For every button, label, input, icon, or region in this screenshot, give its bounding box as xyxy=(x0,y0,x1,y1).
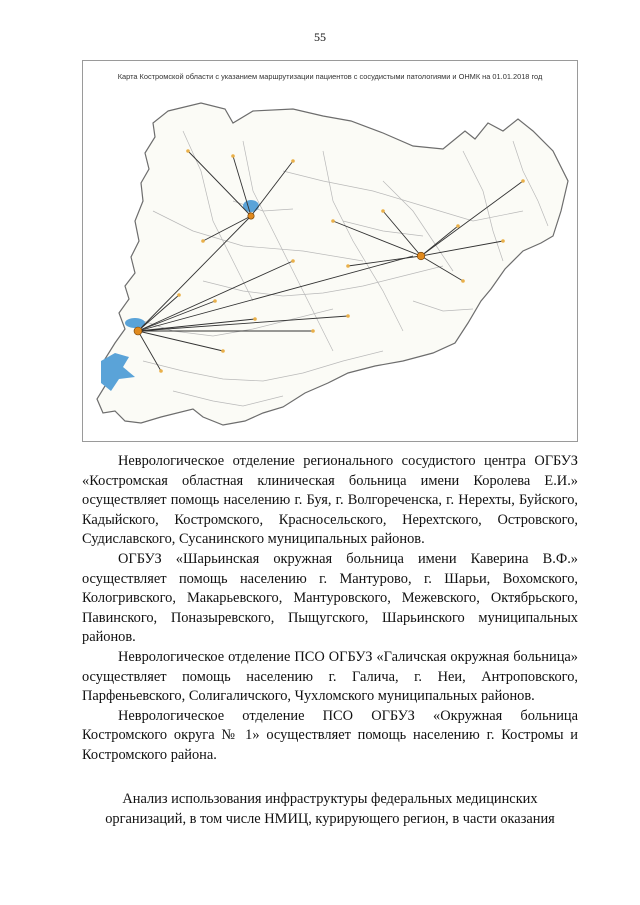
page-number: 55 xyxy=(314,30,326,44)
paragraph-kostroma-district-1: Неврологическое отделение ПСО ОГБУЗ «Окружная больница Костромского округа № 1» осуществляет помощь населению г. Костромы и Костромского района. xyxy=(82,707,578,763)
section-heading-line-2: организаций, в том числе НМИЦ, курирующего регион, в части оказания xyxy=(105,810,555,827)
map-title: Карта Костромской области с указанием маршрутизации пациентов с сосудистыми патологиями и ОНМК на 01.01.2018 год xyxy=(117,72,543,81)
paragraph-galich-hospital: Неврологическое отделение ПСО ОГБУЗ «Галичская окружная больница» осуществляет помощь населению г. Галича, г. Неи, Антроповского, Парфеньевского, Солигаличского, Чухломского муниципальных районов. xyxy=(82,648,578,705)
body-text xyxy=(82,452,578,766)
paragraph-sharya-hospital: ОГБУЗ «Шарьинская окружная больница имени Каверина В.Ф.» осуществляет помощь населению г. Мантурово, г. Шарьи, Вохомского, Кологривского, Макарьевского, Мантуровского, Межевского, Октябрьского, Павинского, Поназыревского, Пыщугского, Шарьинского муниципальных районов. xyxy=(82,550,578,646)
region-map xyxy=(82,60,578,442)
hub-sharya xyxy=(417,252,425,260)
hub-kostroma xyxy=(134,327,142,335)
paragraph-kostroma-center: Неврологическое отделение регионального сосудистого центра ОГБУЗ «Костромская областная клиническая больница имени Королева Е.И.» осуществляет помощь населению г. Буя, г. Волгореченска, г. Нерехты, Буйского, Кадыйского, Костромского, Красносельского, Нерехтского, Островского, Судиславского, Сусанинского муниципальных районов. xyxy=(82,453,578,548)
hub-galich xyxy=(248,213,254,219)
section-heading-line-1: Анализ использования инфраструктуры федеральных медицинских xyxy=(122,791,538,807)
map-graphic xyxy=(83,61,577,441)
region-outline xyxy=(97,103,568,425)
section-heading xyxy=(82,790,578,829)
